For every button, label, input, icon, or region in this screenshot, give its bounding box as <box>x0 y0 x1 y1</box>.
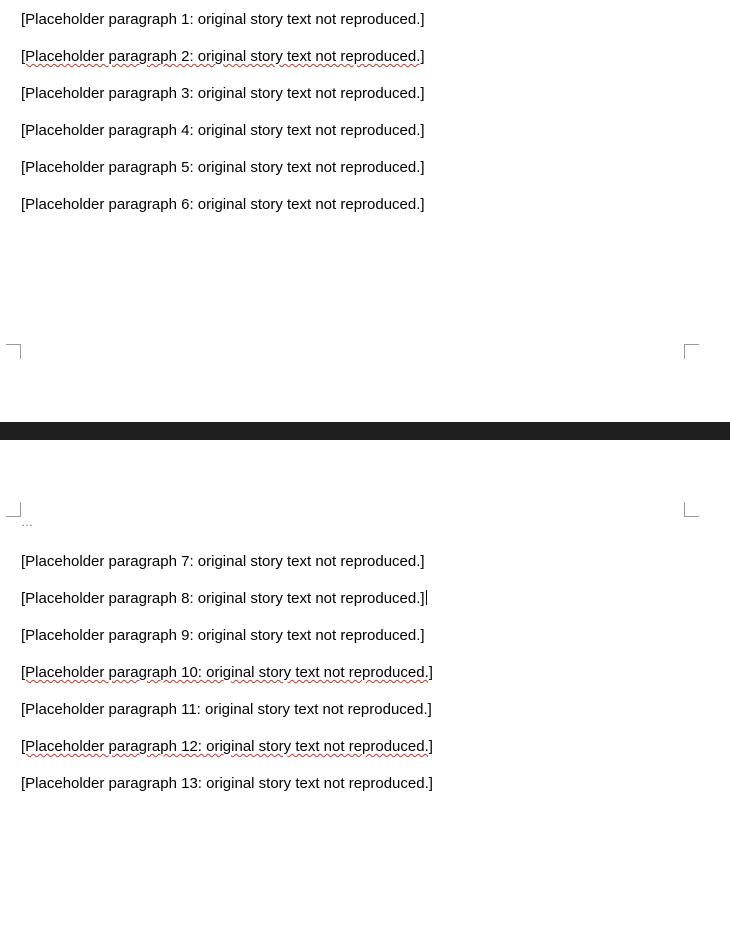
paragraph-13[interactable]: [Placeholder paragraph 13: original story text not reproduced.] <box>21 775 433 792</box>
page-bottom-body[interactable] <box>21 553 689 812</box>
crop-mark-top-right-icon <box>684 344 699 359</box>
page-top-body[interactable] <box>21 11 689 233</box>
paragraph-10[interactable]: [Placeholder paragraph 10: original story text not reproduced.] <box>21 664 433 681</box>
text-caret-icon <box>426 590 427 605</box>
scene-break-marker: … <box>21 515 34 529</box>
paragraph-11[interactable]: [Placeholder paragraph 11: original story text not reproduced.] <box>21 701 432 718</box>
page-break-band <box>0 422 730 440</box>
paragraph-9[interactable]: [Placeholder paragraph 9: original story text not reproduced.] <box>21 627 425 644</box>
crop-mark-bottom-left-icon <box>6 502 21 517</box>
crop-mark-top-left-icon <box>6 344 21 359</box>
paragraph-3[interactable]: [Placeholder paragraph 3: original story text not reproduced.] <box>21 85 425 102</box>
paragraph-5[interactable]: [Placeholder paragraph 5: original story text not reproduced.] <box>21 159 425 176</box>
document-page-bottom[interactable] <box>0 440 730 944</box>
paragraph-6[interactable]: [Placeholder paragraph 6: original story text not reproduced.] <box>21 196 425 213</box>
paragraph-1[interactable]: [Placeholder paragraph 1: original story text not reproduced.] <box>21 11 425 28</box>
paragraph-12[interactable]: [Placeholder paragraph 12: original story text not reproduced.] <box>21 738 433 755</box>
paragraph-8[interactable] <box>21 590 689 609</box>
paragraph-8-text[interactable]: [Placeholder paragraph 8: original story text not reproduced.] <box>21 590 425 607</box>
crop-mark-bottom-right-icon <box>684 502 699 517</box>
paragraph-7[interactable]: [Placeholder paragraph 7: original story text not reproduced.] <box>21 553 425 570</box>
paragraph-4[interactable]: [Placeholder paragraph 4: original story text not reproduced.] <box>21 122 425 139</box>
document-page-top[interactable] <box>0 0 730 422</box>
paragraph-2[interactable]: [Placeholder paragraph 2: original story text not reproduced.] <box>21 48 425 65</box>
